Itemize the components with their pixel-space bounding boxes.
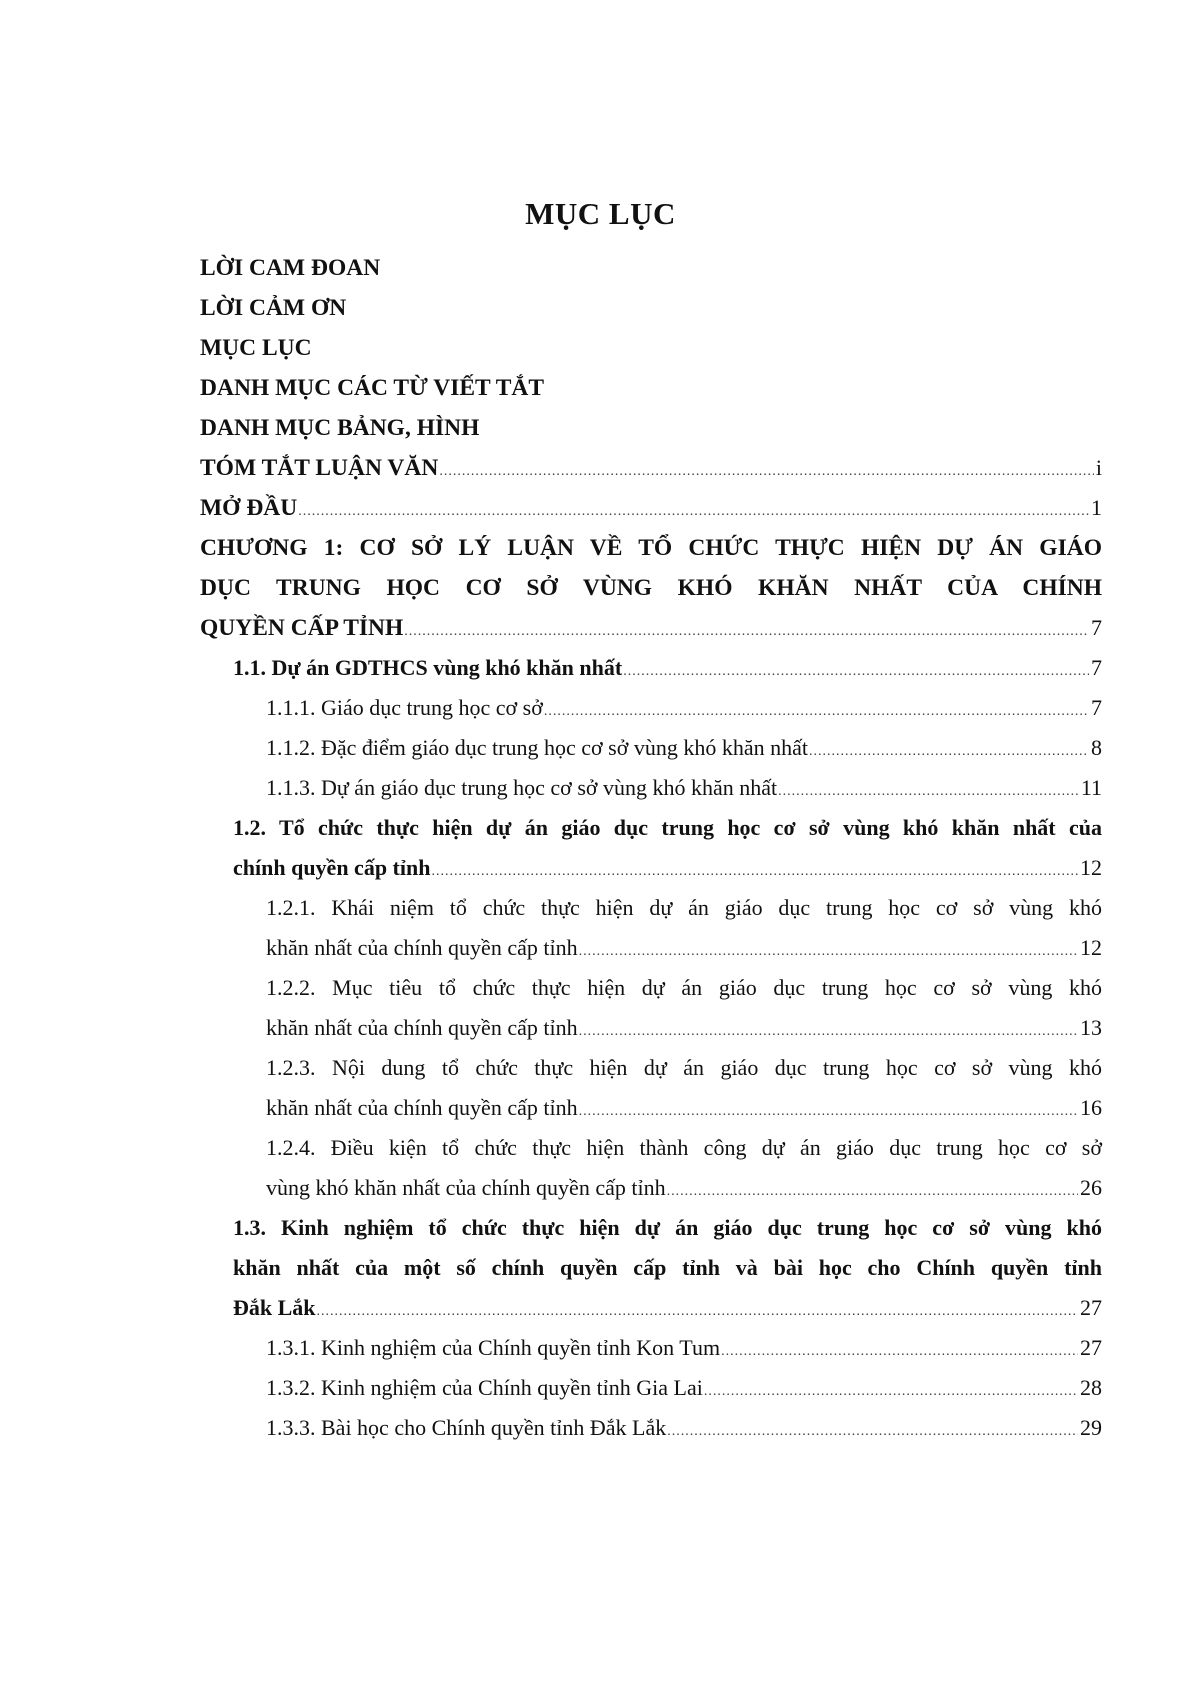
toc-entry-label: DỤC TRUNG HỌC CƠ SỞ VÙNG KHÓ KHĂN NHẤT CỦA CHÍNH bbox=[200, 575, 1102, 601]
toc-entry-label: 1.1. Dự án GDTHCS vùng khó khăn nhất bbox=[233, 655, 623, 680]
toc-entry-label: vùng khó khăn nhất của chính quyền cấp tỉnh bbox=[266, 1175, 666, 1200]
dot-leader bbox=[704, 1372, 1078, 1412]
toc-entry-label: 1.3.1. Kinh nghiệm của Chính quyền tỉnh Kon Tum bbox=[266, 1335, 721, 1360]
toc-page-number: 27 bbox=[1080, 1295, 1102, 1320]
toc-page-number: 26 bbox=[1080, 1175, 1102, 1200]
toc-page-number: i bbox=[1095, 455, 1102, 480]
toc-entry-1-2-1-line-1 bbox=[200, 888, 1102, 928]
toc-entry-label: khăn nhất của chính quyền cấp tỉnh bbox=[266, 1015, 578, 1040]
toc-entry-label: 1.1.1. Giáo dục trung học cơ sở bbox=[266, 695, 543, 720]
toc-entry-loi-cam-on bbox=[200, 288, 1102, 328]
toc-entry-1-1 bbox=[200, 648, 1102, 688]
toc-entry-loi-cam-doan bbox=[200, 248, 1102, 288]
toc-entry-label: khăn nhất của một số chính quyền cấp tỉnh và bài học cho Chính quyền tỉnh bbox=[233, 1255, 1102, 1280]
dot-leader bbox=[667, 1172, 1078, 1212]
toc-page-number: 7 bbox=[1091, 655, 1102, 680]
dot-leader bbox=[721, 1332, 1078, 1372]
toc-entry-label: DANH MỤC BẢNG, HÌNH bbox=[200, 415, 480, 441]
toc-entry-label: DANH MỤC CÁC TỪ VIẾT TẮT bbox=[200, 375, 545, 401]
toc-entry-label: 1.3.2. Kinh nghiệm của Chính quyền tỉnh Gia Lai bbox=[266, 1375, 703, 1400]
toc-page-number: 28 bbox=[1080, 1375, 1102, 1400]
toc-entry-label: 1.2.1. Khái niệm tổ chức thực hiện dự án giáo dục trung học cơ sở vùng khó bbox=[266, 895, 1102, 920]
toc-entry-label: MỞ ĐẦU bbox=[200, 495, 298, 521]
toc-entry-1-2-2-line-2 bbox=[200, 1008, 1102, 1048]
toc-entry-chapter-1-line-3 bbox=[200, 608, 1102, 648]
toc-page-number: 29 bbox=[1080, 1415, 1102, 1440]
toc-entry-danh-muc-bang-hinh bbox=[200, 408, 1102, 448]
dot-leader bbox=[431, 852, 1078, 892]
toc-page-number: 27 bbox=[1080, 1335, 1102, 1360]
toc-entry-tom-tat bbox=[200, 448, 1102, 488]
toc-entry-1-3-3 bbox=[200, 1408, 1102, 1448]
toc-entry-label: CHƯƠNG 1: CƠ SỞ LÝ LUẬN VỀ TỔ CHỨC THỰC HIỆN DỰ ÁN GIÁO bbox=[200, 535, 1102, 561]
toc-entry-label: 1.3.3. Bài học cho Chính quyền tỉnh Đắk Lắk bbox=[266, 1415, 667, 1440]
dot-leader bbox=[298, 492, 1089, 532]
toc-entry-mo-dau bbox=[200, 488, 1102, 528]
toc-entry-1-2-2-line-1 bbox=[200, 968, 1102, 1008]
toc-page-number: 12 bbox=[1080, 935, 1102, 960]
toc-entry-chapter-1-line-2 bbox=[200, 568, 1102, 608]
toc-entry-label: TÓM TẮT LUẬN VĂN bbox=[200, 455, 439, 481]
toc-entry-chapter-1-line-1 bbox=[200, 528, 1102, 568]
dot-leader bbox=[809, 732, 1089, 772]
dot-leader bbox=[778, 772, 1079, 812]
dot-leader bbox=[579, 932, 1078, 972]
toc-entry-1-1-3 bbox=[200, 768, 1102, 808]
toc-entry-1-2-3-line-2 bbox=[200, 1088, 1102, 1128]
toc-entry-1-2-3-line-1 bbox=[200, 1048, 1102, 1088]
toc-entry-1-2-1-line-2 bbox=[200, 928, 1102, 968]
dot-leader bbox=[579, 1092, 1078, 1132]
toc-entry-label: 1.1.2. Đặc điểm giáo dục trung học cơ sở vùng khó khăn nhất bbox=[266, 735, 808, 760]
toc-page-number: 12 bbox=[1080, 855, 1102, 880]
toc-entry-muc-luc bbox=[200, 328, 1102, 368]
toc-entry-1-3-line-1 bbox=[200, 1208, 1102, 1248]
dot-leader bbox=[544, 692, 1089, 732]
toc-entry-label: 1.2.3. Nội dung tổ chức thực hiện dự án giáo dục trung học cơ sở vùng khó bbox=[266, 1055, 1102, 1080]
dot-leader bbox=[404, 612, 1089, 652]
toc-entry-label: MỤC LỤC bbox=[200, 335, 312, 361]
toc-page-number: 16 bbox=[1080, 1095, 1102, 1120]
toc-entry-1-3-line-3 bbox=[200, 1288, 1102, 1328]
toc-entry-1-2-4-line-1 bbox=[200, 1128, 1102, 1168]
toc-page-number: 13 bbox=[1080, 1015, 1102, 1040]
toc-entry-label: 1.1.3. Dự án giáo dục trung học cơ sở vùng khó khăn nhất bbox=[266, 775, 778, 800]
toc-entry-label: 1.2.4. Điều kiện tổ chức thực hiện thành công dự án giáo dục trung học cơ sở bbox=[266, 1135, 1102, 1160]
toc-entry-1-3-1 bbox=[200, 1328, 1102, 1368]
dot-leader bbox=[667, 1412, 1078, 1452]
toc-entry-label: 1.3. Kinh nghiệm tổ chức thực hiện dự án giáo dục trung học cơ sở vùng khó bbox=[233, 1215, 1102, 1240]
toc-entry-label: khăn nhất của chính quyền cấp tỉnh bbox=[266, 1095, 578, 1120]
toc-entry-label: Đắk Lắk bbox=[233, 1295, 316, 1320]
toc-entry-label: khăn nhất của chính quyền cấp tỉnh bbox=[266, 935, 578, 960]
dot-leader bbox=[317, 1292, 1078, 1332]
toc-entry-1-2-4-line-2 bbox=[200, 1168, 1102, 1208]
toc-page-number: 7 bbox=[1091, 615, 1102, 640]
toc-entry-label: LỜI CAM ĐOAN bbox=[200, 255, 381, 281]
toc-entry-label: QUYỀN CẤP TỈNH bbox=[200, 615, 404, 641]
dot-leader bbox=[579, 1012, 1078, 1052]
toc-entry-label: LỜI CẢM ƠN bbox=[200, 295, 347, 321]
toc-entry-1-3-line-2 bbox=[200, 1248, 1102, 1288]
toc-page-number: 7 bbox=[1091, 695, 1102, 720]
toc-entry-1-1-1 bbox=[200, 688, 1102, 728]
page-title: MỤC LỤC bbox=[525, 196, 676, 231]
toc-entry-label: 1.2.2. Mục tiêu tổ chức thực hiện dự án giáo dục trung học cơ sở vùng khó bbox=[266, 975, 1102, 1000]
toc-page-number: 1 bbox=[1091, 495, 1102, 520]
table-of-contents bbox=[200, 248, 1102, 1448]
toc-entry-1-1-2 bbox=[200, 728, 1102, 768]
toc-entry-danh-muc-tu-viet-tat bbox=[200, 368, 1102, 408]
toc-entry-label: chính quyền cấp tỉnh bbox=[233, 855, 431, 880]
dot-leader bbox=[623, 652, 1089, 692]
dot-leader bbox=[439, 452, 1094, 492]
toc-entry-label: 1.2. Tổ chức thực hiện dự án giáo dục trung học cơ sở vùng khó khăn nhất của bbox=[233, 815, 1102, 840]
toc-page-number: 11 bbox=[1080, 775, 1102, 800]
toc-entry-1-3-2 bbox=[200, 1368, 1102, 1408]
toc-entry-1-2-line-1 bbox=[200, 808, 1102, 848]
toc-entry-1-2-line-2 bbox=[200, 848, 1102, 888]
toc-page-number: 8 bbox=[1091, 735, 1102, 760]
